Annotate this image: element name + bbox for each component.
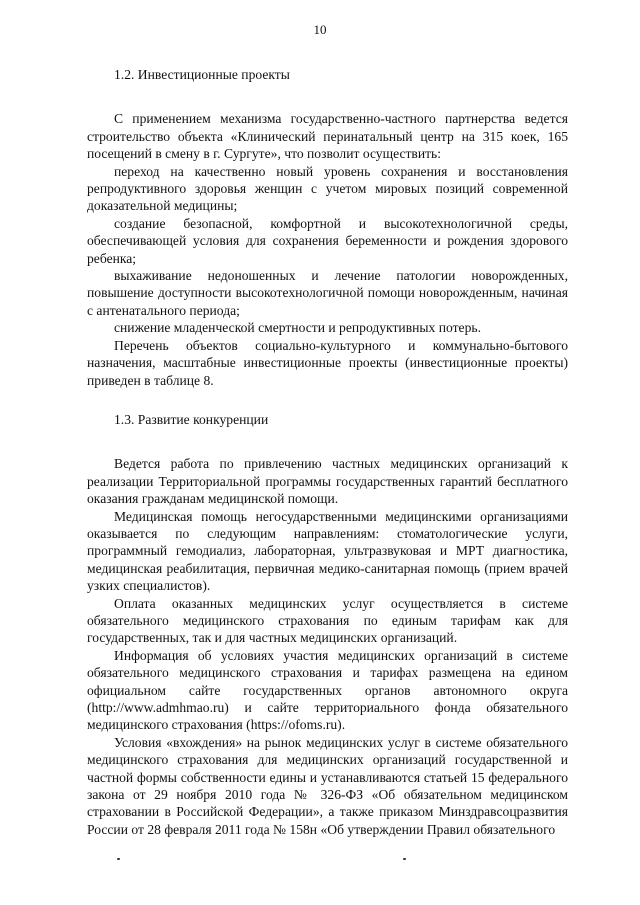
- page-number: 10: [313, 22, 327, 37]
- paragraph: переход на качественно новый уровень сохранения и восстановления репродуктивного здоровья женщин с учетом мировых позиций современной доказательной медицины;: [87, 163, 568, 214]
- paragraph: Медицинская помощь негосударственными медицинскими организациями оказывается по следующим направлениям: стоматологические услуги, программный гемодиализ, лабораторная, ультразвуковая и МРТ диагностика, медицинская реабилитация, первичная медико-санитарная помощь (прием врачей узких специалистов).: [87, 508, 568, 594]
- paragraph: С применением механизма государственно-частного партнерства ведется строительство объекта «Клинический перинатальный центр на 315 коек, 165 посещений в смену в г. Сургуте», что позволит осуществить:: [87, 111, 568, 162]
- paragraph: Ведется работа по привлечению частных медицинских организаций к реализации Территориальной программы государственных гарантий бесплатного оказания гражданам медицинской помощи.: [87, 456, 568, 507]
- paragraph: Информация об условиях участия медицинских организаций в системе обязательного медицинского страхования и тарифах размещена на едином официальном сайте государственных органов автономного округа (http://www.admhmao.ru) и сайте территориального фонда обязательного медицинского страхования (https://ofoms.ru).: [87, 647, 568, 733]
- paragraph: Перечень объектов социально-культурного и коммунально-бытового назначения, масштабные инвестиционные проекты (инвестиционные проекты) приведен в таблице 8.: [87, 337, 568, 388]
- paragraph: Оплата оказанных медицинских услуг осуществляется в системе обязательного медицинского страхования по единым тарифам как для государственных, так и для частных медицинских организаций.: [87, 595, 568, 646]
- section-heading-investment-projects: 1.2. Инвестиционные проекты: [114, 67, 290, 82]
- scan-speck: [403, 858, 406, 860]
- document-body: [87, 66, 568, 838]
- paragraph: создание безопасной, комфортной и высокотехнологичной среды, обеспечивающей условия для сохранения беременности и рождения здорового ребенка;: [87, 215, 568, 266]
- paragraph: выхаживание недоношенных и лечение патологии новорожденных, повышение доступности высокотехнологичной помощи новорожденным, начиная с антенатального периода;: [87, 268, 568, 318]
- paragraph: Условия «вхождения» на рынок медицинских услуг в системе обязательного медицинского страхования для медицинских организаций государственной и частной формы собственности едины и устанавливаются статьей 15 федерального закона от 29 ноября 2010 года № 326-ФЗ «Об обязательном медицинском страховании в Российской Федерации», а также приказом Минздравсоцразвития России от 28 февраля 2011 года № 158н «Об утверждении Правил обязательного: [87, 734, 568, 837]
- section-heading-competition: 1.3. Развитие конкуренции: [114, 411, 269, 427]
- scan-speck: [117, 858, 120, 860]
- paragraph: снижение младенческой смертности и репродуктивных потерь.: [114, 320, 481, 336]
